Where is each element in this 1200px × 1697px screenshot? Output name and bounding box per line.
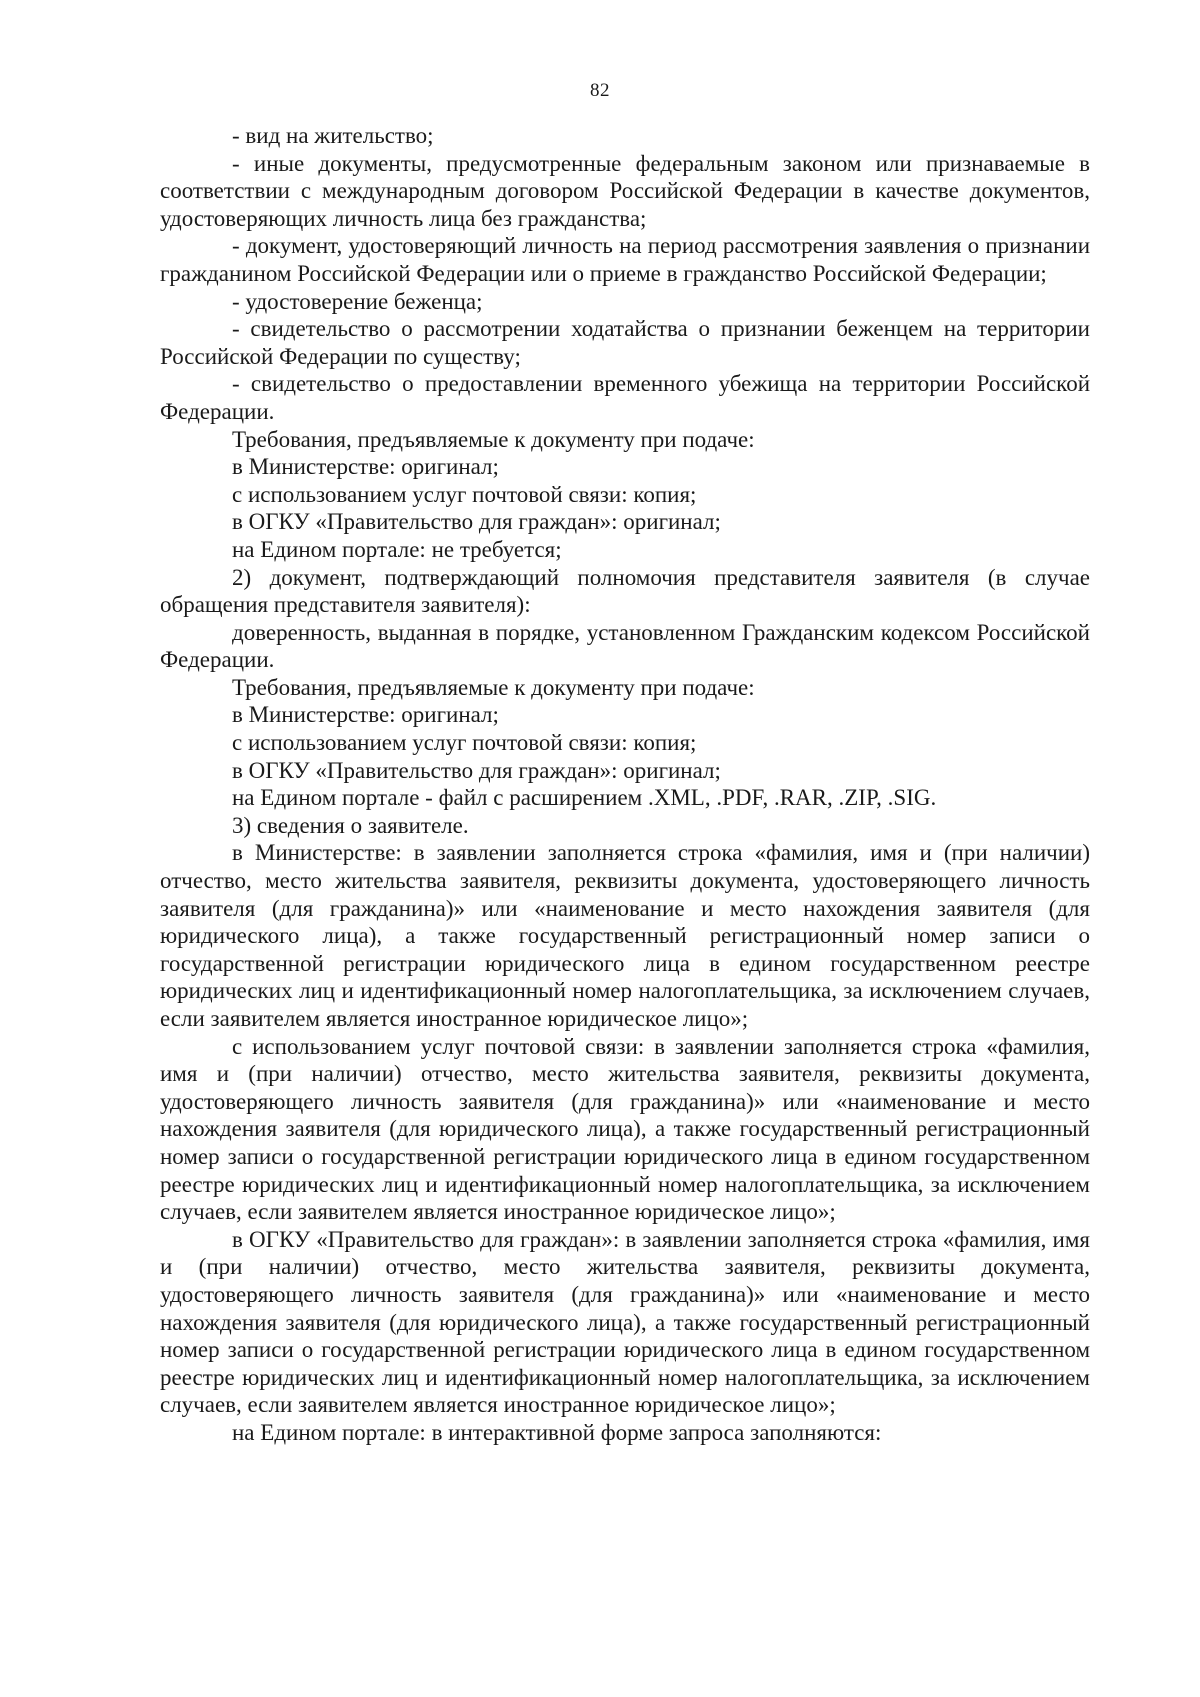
paragraph: Требования, предъявляемые к документу при подаче: [232, 674, 755, 700]
paragraph: с использованием услуг почтовой связи: копия; [232, 730, 697, 756]
paragraph: Требования, предъявляемые к документу при подаче: [232, 426, 755, 452]
list-item: - удостоверение беженца; [232, 288, 483, 314]
paragraph: на Едином портале - файл с расширением .XML, .PDF, .RAR, .ZIP, .SIG. [232, 785, 937, 811]
paragraph: с использованием услуг почтовой связи: в заявлении заполняется строка «фамилия, имя и (при наличии) отчество, место жительства заявителя, реквизиты документа, удостоверяющего личность заявителя (для гражданина)» или «наименование и место нахождения заявителя (для юридического лица), а также государственный регистрационный номер записи о государственной регистрации юридического лица в едином государственном реестре юридических лиц и идентификационный номер налогоплательщика, за исключением случаев, если заявителем является иностранное юридическое лицо»; [160, 1033, 1090, 1225]
document-body [160, 122, 1090, 1447]
paragraph: 2) документ, подтверждающий полномочия представителя заявителя (в случае обращения представителя заявителя): [160, 564, 1090, 618]
list-item: - вид на жительство; [232, 123, 434, 148]
list-item: - документ, удостоверяющий личность на период рассмотрения заявления о признании гражданином Российской Федерации или о приеме в гражданство Российской Федерации; [160, 233, 1090, 286]
list-item: - иные документы, предусмотренные федеральным законом или признаваемые в соответствии с международным договором Российской Федерации в качестве документов, удостоверяющих личность лица без гражданства; [160, 150, 1090, 231]
list-item: - свидетельство о рассмотрении ходатайства о признании беженцем на территории Российской Федерации по существу; [160, 316, 1090, 369]
paragraph: в ОГКУ «Правительство для граждан»: в заявлении заполняется строка «фамилия, имя и (при наличии) отчество, место жительства заявителя, реквизиты документа, удостоверяющего личность заявителя (для гражданина)» или «наименование и место нахождения заявителя (для юридического лица), а также государственный регистрационный номер записи о государственной регистрации юридического лица в едином государственном реестре юридических лиц и идентификационный номер налогоплательщика, за исключением случаев, если заявителем является иностранное юридическое лицо»; [160, 1226, 1090, 1418]
paragraph: 3) сведения о заявителе. [232, 812, 469, 838]
paragraph: в Министерстве: оригинал; [232, 702, 499, 728]
paragraph: в Министерстве: в заявлении заполняется строка «фамилия, имя и (при наличии) отчество, место жительства заявителя, реквизиты документа, удостоверяющего личность заявителя (для гражданина)» или «наименование и место нахождения заявителя (для юридического лица), а также государственный регистрационный номер записи о государственной регистрации юридического лица в едином государственном реестре юридических лиц и идентификационный номер налогоплательщика, за исключением случаев, если заявителем является иностранное юридическое лицо»; [160, 840, 1090, 1031]
paragraph: в ОГКУ «Правительство для граждан»: оригинал; [232, 757, 721, 783]
list-item: - свидетельство о предоставлении временного убежища на территории Российской Федерации. [160, 371, 1090, 424]
page-number: 82 [590, 80, 610, 101]
paragraph: на Едином портале: не требуется; [232, 536, 562, 562]
paragraph: в Министерстве: оригинал; [232, 454, 499, 480]
paragraph: на Едином портале: в интерактивной форме запроса заполняются: [232, 1419, 882, 1445]
paragraph: с использованием услуг почтовой связи: копия; [232, 481, 697, 507]
paragraph: доверенность, выданная в порядке, установленном Гражданским кодексом Российской Федерации. [160, 619, 1090, 673]
paragraph: в ОГКУ «Правительство для граждан»: оригинал; [232, 509, 721, 535]
